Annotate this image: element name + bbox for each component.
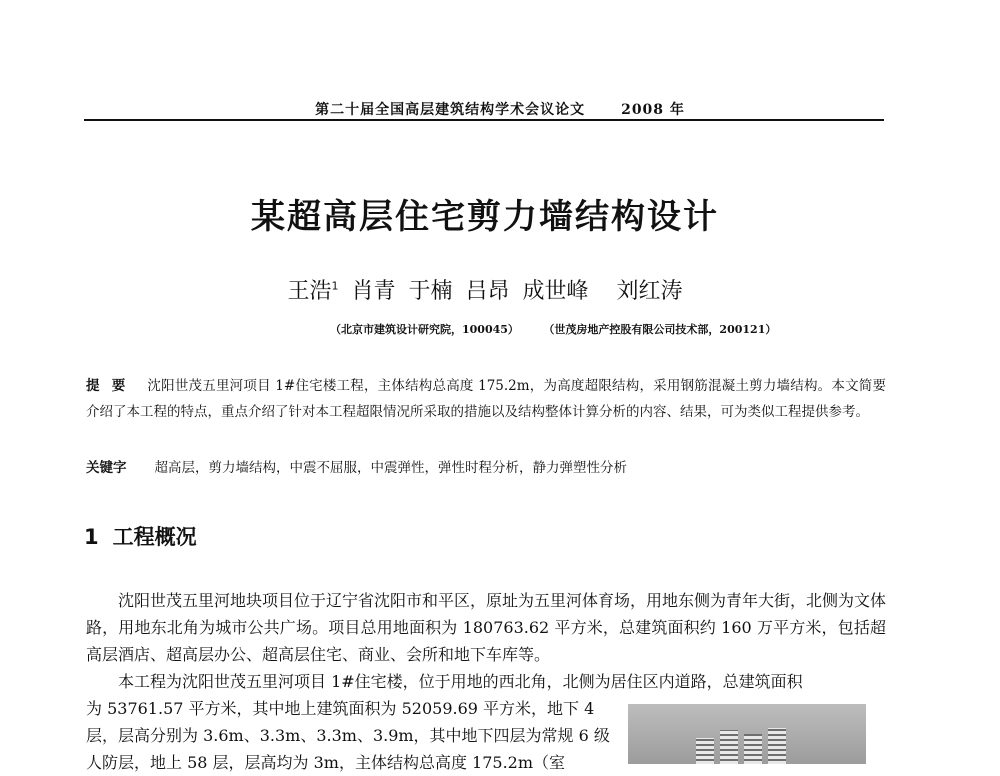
header-year: 2008 年	[621, 102, 685, 118]
building-photo	[628, 704, 866, 764]
author-last: 刘红涛	[616, 279, 683, 304]
keywords	[86, 455, 886, 481]
section-number: 1	[84, 525, 99, 549]
keywords-label: 关键字	[86, 460, 127, 476]
author-affil-mark: 1	[331, 279, 339, 293]
header-rule	[84, 119, 884, 121]
abstract-text: 沈阳世茂五里河项目 1#住宅楼工程，主体结构总高度 175.2m，为高度超限结构，采用钢筋混凝土剪力墙结构。本文简要介绍了本工程的特点，重点介绍了针对本工程超限情况所采取的措施以及结构整体计算分析的内容、结果，可为类似工程提供参考。	[86, 378, 886, 420]
paper-title: 某超高层住宅剪力墙结构设计	[251, 197, 719, 237]
keywords-text: 超高层，剪力墙结构，中震不屈服，中震弹性，弹性时程分析，静力弹塑性分析	[154, 460, 627, 476]
section-heading	[84, 521, 197, 551]
body-paragraph-1: 沈阳世茂五里河地块项目位于辽宁省沈阳市和平区，原址为五里河体育场，用地东侧为青年大街，北侧为文体路，用地东北角为城市公共广场。项目总用地面积为 180763.62 平方米，总建筑面积约 160 万平方米，包括超高层酒店、超高层办公、超高层住宅、商业、会所和地下车库等。	[86, 591, 887, 664]
affiliation-2: （世茂房地产控股有限公司技术部，200121）	[548, 323, 777, 336]
author-group: 肖青 于楠 吕昂 成世峰	[351, 279, 589, 304]
abstract-label: 提要	[86, 378, 138, 394]
section-title: 工程概况	[112, 525, 197, 549]
building-tower	[696, 738, 714, 764]
conference-name: 第二十届全国高层建筑结构学术会议论文	[315, 102, 586, 118]
abstract	[86, 373, 886, 425]
author-list	[0, 274, 970, 305]
affiliation-1: （北京市建筑设计研究院，100045）	[330, 323, 519, 336]
running-header	[0, 99, 1000, 119]
body-paragraph-2-first-line: 本工程为沈阳世茂五里河项目 1#住宅楼，位于用地的西北角，北侧为居住区内道路，总建筑面积	[118, 672, 803, 691]
body-paragraph-2-continued: 为 53761.57 平方米，其中地上建筑面积为 52059.69 平方米，地下 4 层，层高分别为 3.6m、3.3m、3.3m、3.9m，其中地下四层为常规 6 级人防层，地上 58 层，层高均为 3m，主体结构总高度 175.2m（室	[86, 699, 610, 772]
author-first: 王浩	[287, 279, 332, 304]
affiliations	[330, 321, 776, 337]
building-tower	[744, 734, 762, 764]
